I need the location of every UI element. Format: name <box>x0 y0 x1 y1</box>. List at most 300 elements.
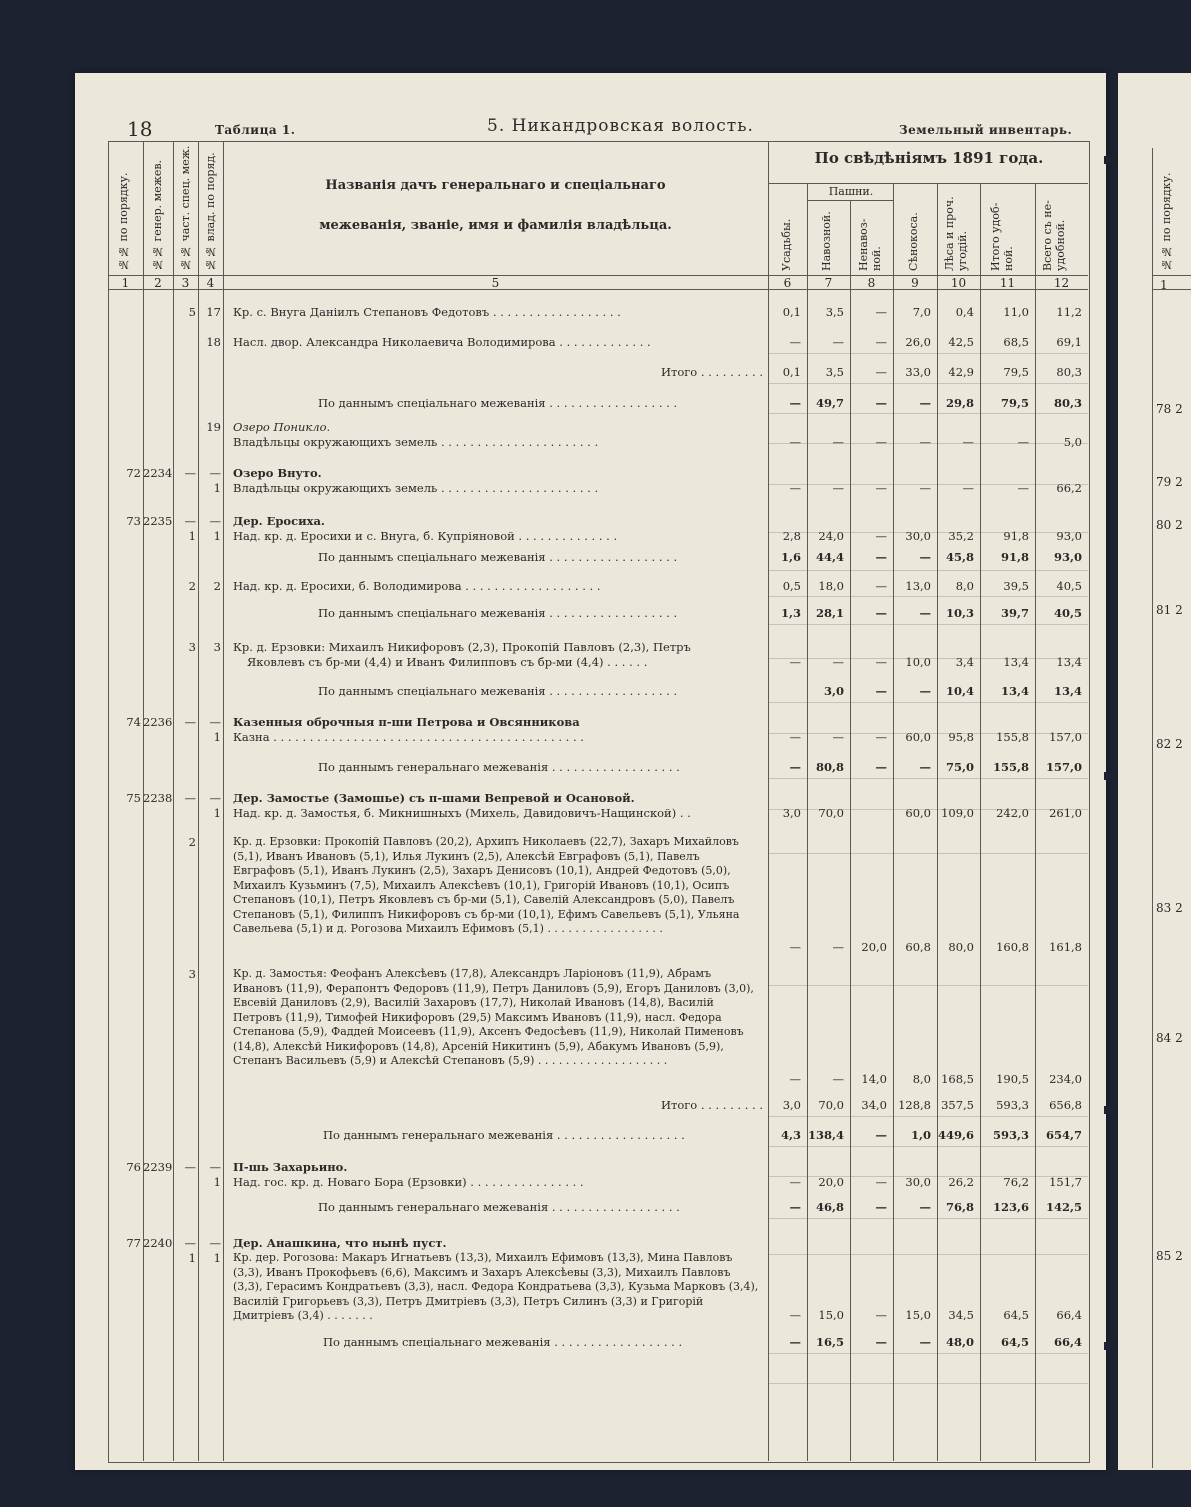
table-cell-value: — <box>875 606 887 620</box>
table-cell-value: 69,1 <box>1056 335 1082 349</box>
table-cell-value: — <box>875 335 887 349</box>
book-page <box>75 73 1106 1470</box>
column-number: 3 <box>181 276 190 290</box>
row-index: — <box>184 791 196 805</box>
table-cell-value: 3,5 <box>825 305 844 319</box>
total-label: Итого . . . . . . . . . <box>660 1098 763 1112</box>
table-cell-value: 70,0 <box>818 806 844 820</box>
table-cell-value: 91,8 <box>1000 550 1029 564</box>
table-cell-value: 13,4 <box>1000 684 1029 698</box>
row-index: 1 <box>213 1175 221 1189</box>
row-rule <box>768 570 1088 571</box>
table-cell-value: — <box>875 1308 887 1322</box>
table-cell-value: 234,0 <box>1049 1072 1082 1086</box>
row-index: 2 <box>188 579 196 593</box>
table-cell-value: — <box>875 396 887 410</box>
table-cell-value: 15,0 <box>905 1308 931 1322</box>
col-header-1: №№ по порядку. <box>117 172 130 271</box>
table-cell-value: 68,5 <box>1003 335 1029 349</box>
page-title: 5. Никандровская волость. <box>487 116 754 136</box>
table-cell-value: — <box>789 940 801 954</box>
facing-row-index: 81 2 <box>1156 603 1183 617</box>
table-cell-value: — <box>875 365 887 379</box>
entry-title: Озеро Поникло. <box>233 420 331 434</box>
table-cell-value: 66,4 <box>1056 1308 1082 1322</box>
table-cell-value: 123,6 <box>992 1200 1029 1214</box>
table-cell-value: — <box>1017 481 1029 495</box>
table-cell-value: 64,5 <box>1003 1308 1029 1322</box>
facing-page <box>1118 73 1191 1470</box>
col-header-11: Итого удоб-ной. <box>989 202 1015 271</box>
col-divider <box>850 200 851 1461</box>
table-cell-value: 64,5 <box>1000 1335 1029 1349</box>
table-cell-value: — <box>875 481 887 495</box>
table-cell-value: 128,8 <box>898 1098 931 1112</box>
col-header-6: Усадьбы. <box>780 218 793 271</box>
column-number: 2 <box>154 276 162 290</box>
table-cell-value: 95,8 <box>948 730 974 744</box>
table-cell-value: 593,3 <box>996 1098 1029 1112</box>
row-rule <box>768 596 1088 597</box>
table-cell-value: 0,5 <box>782 579 801 593</box>
table-cell-value: 76,2 <box>1003 1175 1029 1189</box>
table-cell-value: 48,0 <box>945 1335 974 1349</box>
row-rule <box>768 658 1088 659</box>
row-index: 1 <box>213 529 221 543</box>
row-rule <box>768 1218 1088 1219</box>
entry-owner: Над. кр. д. Еросихи и с. Внуга, б. Купріяновой . . . . . . . . . . . . . . <box>233 529 618 543</box>
entry-title: Кр. д. Ерзовки: Михаилъ Никифоровъ (2,3), Прокопій Павловъ (2,3), Петръ <box>233 640 691 654</box>
table-cell-value: — <box>832 730 844 744</box>
table-cell-value: — <box>789 730 801 744</box>
table-cell-value: 2,8 <box>782 529 801 543</box>
facing-col-header: №№ по порядку. <box>1160 172 1173 271</box>
table-cell-value: 26,2 <box>948 1175 974 1189</box>
table-cell-value: 10,0 <box>905 655 931 669</box>
row-index: 2 <box>188 835 196 849</box>
table-cell-value: 109,0 <box>941 806 974 820</box>
table-cell-value: — <box>875 1128 887 1142</box>
table-cell-value: 7,0 <box>912 305 931 319</box>
table-cell-value: 1,6 <box>780 550 801 564</box>
section-label: Земельный инвентарь. <box>899 123 1073 137</box>
row-rule <box>768 702 1088 703</box>
row-index: — <box>209 1160 221 1174</box>
row-rule <box>768 484 1088 485</box>
table-cell-value: 13,4 <box>1003 655 1029 669</box>
table-cell-value: 39,7 <box>1000 606 1029 620</box>
table-cell-value: — <box>875 529 887 543</box>
col-header-5-line1: Названія дачъ генеральнаго и спеціальнаго <box>325 178 666 193</box>
table-cell-value: 28,1 <box>815 606 844 620</box>
table-cell-value: 0,4 <box>955 305 974 319</box>
entry-text: По даннымъ генеральнаго межеванія . . . . . . . . . . . . . . . . . . <box>318 1200 680 1214</box>
group-header: По свѣдѣніямъ 1891 года. <box>814 149 1044 167</box>
table-cell-value: — <box>789 481 801 495</box>
table-cell-value: 40,5 <box>1053 606 1082 620</box>
entry-text: По даннымъ спеціальнаго межеванія . . . . . . . . . . . . . . . . . . <box>318 606 678 620</box>
table-cell-value: 60,0 <box>905 806 931 820</box>
table-cell-value: — <box>789 335 801 349</box>
table-cell-value: — <box>875 1175 887 1189</box>
table-cell-value: 75,0 <box>945 760 974 774</box>
table-label: Таблица 1. <box>215 123 296 137</box>
table-cell-value: — <box>875 305 887 319</box>
row-index: 3 <box>188 640 196 654</box>
table-cell-value: — <box>962 481 974 495</box>
table-cell-value: 29,8 <box>945 396 974 410</box>
table-cell-value: 10,4 <box>945 684 974 698</box>
entry-title: Дер. Замостье (Замошье) съ п-шами Вепревой и Осановой. <box>233 791 635 805</box>
table-cell-value: 13,4 <box>1056 655 1082 669</box>
table-cell-value: 80,3 <box>1056 365 1082 379</box>
table-cell-value: 593,3 <box>992 1128 1029 1142</box>
table-cell-value: 93,0 <box>1056 529 1082 543</box>
row-index: 17 <box>206 305 221 319</box>
table-cell-value: — <box>832 655 844 669</box>
table-cell-value: 11,0 <box>1003 305 1029 319</box>
row-index: — <box>184 715 196 729</box>
column-number: 10 <box>950 276 967 290</box>
header-rule <box>807 200 893 201</box>
table-cell-value: — <box>789 1072 801 1086</box>
table-cell-value: 76,8 <box>945 1200 974 1214</box>
facing-row-index: 79 2 <box>1156 475 1183 489</box>
table-cell-value: 449,6 <box>937 1128 974 1142</box>
table-cell-value: — <box>789 1200 801 1214</box>
table-cell-value: 3,5 <box>825 365 844 379</box>
row-index: 1 <box>213 481 221 495</box>
table-cell-value: 49,7 <box>815 396 844 410</box>
table-cell-value: 79,5 <box>1003 365 1029 379</box>
table-cell-value: — <box>919 606 931 620</box>
table-cell-value: 155,8 <box>992 760 1029 774</box>
entry-text: По даннымъ генеральнаго межеванія . . . . . . . . . . . . . . . . . . <box>323 1128 685 1142</box>
table-cell-value: 44,4 <box>815 550 844 564</box>
entry-text: По даннымъ спеціальнаго межеванія . . . . . . . . . . . . . . . . . . <box>318 550 678 564</box>
table-cell-value: 80,0 <box>948 940 974 954</box>
row-index: — <box>209 715 221 729</box>
table-cell-value: 161,8 <box>1049 940 1082 954</box>
row-index: 1 <box>188 1251 196 1265</box>
table-cell-value: 190,5 <box>996 1072 1029 1086</box>
table-cell-value: 79,5 <box>1000 396 1029 410</box>
table-cell-value: — <box>875 730 887 744</box>
entry-owner: Владѣльцы окружающихъ земель . . . . . . . . . . . . . . . . . . . . . . <box>233 435 599 449</box>
table-cell-value: — <box>789 396 801 410</box>
row-index: 74 <box>126 715 141 729</box>
table-cell-value: — <box>962 435 974 449</box>
row-rule <box>768 733 1088 734</box>
row-rule <box>768 1176 1088 1177</box>
row-index: 1 <box>188 529 196 543</box>
row-rule <box>768 413 1088 414</box>
col-header-4: №№ влад. по поряд. <box>204 152 217 271</box>
row-index: 2240 <box>143 1236 173 1250</box>
row-rule <box>768 1146 1088 1147</box>
row-index: 2234 <box>143 466 173 480</box>
header-rule <box>1152 275 1191 276</box>
table-cell-value: 8,0 <box>955 579 974 593</box>
entry-title: П-шь Захарьино. <box>233 1160 348 1174</box>
table-cell-value: 46,8 <box>815 1200 844 1214</box>
row-index: 72 <box>126 466 141 480</box>
table-cell-value: — <box>789 1335 801 1349</box>
row-rule <box>768 443 1088 444</box>
col-header-7: Навозной. <box>820 211 833 271</box>
entry-title: Озеро Внуто. <box>233 466 322 480</box>
row-rule <box>768 809 1088 810</box>
table-cell-value: 261,0 <box>1049 806 1082 820</box>
column-number: 11 <box>999 276 1016 290</box>
total-label: Итого . . . . . . . . . <box>660 365 763 379</box>
table-cell-value: — <box>875 1200 887 1214</box>
row-index: — <box>184 1236 196 1250</box>
table-cell-value: 18,0 <box>818 579 844 593</box>
column-number: 4 <box>206 276 215 290</box>
entry-title: Дер. Анашкина, что нынѣ пуст. <box>233 1236 447 1250</box>
col-divider <box>1152 148 1153 1468</box>
entry-text: Кр. с. Внуга Даніилъ Степановъ Федотовъ . . . . . . . . . . . . . . . . . . <box>233 305 621 319</box>
row-index: 2239 <box>143 1160 173 1174</box>
col-header-8: Ненавоз-ной. <box>857 218 883 271</box>
row-index: 3 <box>188 967 196 981</box>
table-cell-value: 70,0 <box>818 1098 844 1112</box>
table-cell-value: 242,0 <box>996 806 1029 820</box>
table-cell-value: 60,0 <box>905 730 931 744</box>
table-cell-value: — <box>789 435 801 449</box>
table-cell-value: 3,0 <box>823 684 844 698</box>
row-index: 77 <box>126 1236 141 1250</box>
table-cell-value: — <box>789 655 801 669</box>
table-cell-value: 66,4 <box>1053 1335 1082 1349</box>
table-cell-value: 3,4 <box>955 655 974 669</box>
row-index: 75 <box>126 791 141 805</box>
row-index: 2236 <box>143 715 173 729</box>
entry-text: Насл. двор. Александра Николаевича Володимирова . . . . . . . . . . . . . <box>233 335 651 349</box>
row-index: — <box>209 791 221 805</box>
entry-owner: Над. кр. д. Замостья, б. Микнишныхъ (Михель, Давидовичъ-Нащинской) . . <box>233 806 691 820</box>
table-cell-value: — <box>789 1175 801 1189</box>
table-cell-value: — <box>832 940 844 954</box>
table-cell-value: — <box>789 760 801 774</box>
col-header-10: Лѣса и проч. угодій. <box>943 196 969 271</box>
pashni-header: Пашни. <box>828 185 874 198</box>
table-cell-value: 34,0 <box>861 1098 887 1112</box>
row-index: — <box>184 466 196 480</box>
table-cell-value: — <box>919 435 931 449</box>
table-cell-value: 5,0 <box>1063 435 1082 449</box>
column-number: 9 <box>911 276 919 290</box>
row-rule <box>768 1116 1088 1117</box>
table-cell-value: 8,0 <box>912 1072 931 1086</box>
entry-title: Дер. Еросиха. <box>233 514 325 528</box>
table-cell-value: 26,0 <box>905 335 931 349</box>
table-cell-value: 157,0 <box>1045 760 1082 774</box>
table-cell-value: — <box>875 760 887 774</box>
row-index: — <box>209 1236 221 1250</box>
row-rule <box>768 1383 1088 1384</box>
facing-row-index: 84 2 <box>1156 1031 1183 1045</box>
column-number: 7 <box>824 276 833 290</box>
table-cell-value: 30,0 <box>905 1175 931 1189</box>
table-cell-value: — <box>919 684 931 698</box>
table-cell-value: 93,0 <box>1053 550 1082 564</box>
facing-row-index: 80 2 <box>1156 518 1183 532</box>
entry-owner: Казна . . . . . . . . . . . . . . . . . . . . . . . . . . . . . . . . . . . . . . . . . . . <box>233 730 584 744</box>
table-cell-value: 13,0 <box>905 579 931 593</box>
table-cell-value: — <box>875 684 887 698</box>
table-cell-value: 60,8 <box>905 940 931 954</box>
table-cell-value: 14,0 <box>861 1072 887 1086</box>
table-cell-value: 168,5 <box>941 1072 974 1086</box>
table-cell-value: — <box>832 481 844 495</box>
page-edge-mark <box>1104 1342 1116 1350</box>
entry-owner-list: Кр. д. Ерзовки: Прокопій Павловъ (20,2), Архипъ Николаевъ (22,7), Захаръ Михайловъ (5,1), Иванъ Ивановъ (5,1), Илья Лукинъ (2,5), Алексѣй Евграфовъ (5,1), Павелъ Евграфовъ (5,1), Иванъ Лукинъ (2,5), Захаръ Денисовъ (10,1), Андрей Федотовъ (5,0), Михаилъ Кузьминъ (7,5), Михаилъ Алексѣевъ (10,1), Григорій Ивановъ (10,1), Осипъ Степановъ (10,1), Петръ Яковлевъ съ бр-ми (5,1), Савелій Александровъ (5,0), Павелъ Степановъ (5,1), Филиппъ Никифоровъ съ бр-ми (10,1), Ефимъ Савельевъ (5,1), Ульяна Савельева (5,1) и д. Рогозова Михаилъ Ефимовъ (5,1) . . . . . . . . . . . . . . . . . <box>233 835 740 935</box>
table-cell-value: 15,0 <box>818 1308 844 1322</box>
row-rule <box>768 1254 1088 1255</box>
table-cell-value: 66,2 <box>1056 481 1082 495</box>
table-cell-value: 3,0 <box>782 806 801 820</box>
table-cell-value: 656,8 <box>1049 1098 1082 1112</box>
column-number: 1 <box>121 276 130 290</box>
entry-text: По даннымъ спеціальнаго межеванія . . . . . . . . . . . . . . . . . . <box>318 684 678 698</box>
row-index: 73 <box>126 514 141 528</box>
table-cell-value: 0,1 <box>782 305 801 319</box>
entry-text: По даннымъ генеральнаго межеванія . . . . . . . . . . . . . . . . . . <box>318 760 680 774</box>
table-cell-value: — <box>832 435 844 449</box>
table-cell-value: 80,8 <box>815 760 844 774</box>
table-cell-value: 142,5 <box>1045 1200 1082 1214</box>
entry-text: Над. кр. д. Еросихи, б. Володимирова . . . . . . . . . . . . . . . . . . . <box>233 579 601 593</box>
table-cell-value: — <box>919 481 931 495</box>
table-cell-value: — <box>875 579 887 593</box>
page-edge-mark <box>1104 772 1116 780</box>
row-index: 3 <box>213 640 221 654</box>
table-cell-value: 80,3 <box>1053 396 1082 410</box>
table-cell-value: 33,0 <box>905 365 931 379</box>
row-index: — <box>184 514 196 528</box>
row-index: 18 <box>206 335 221 349</box>
facing-row-index: 78 2 <box>1156 402 1183 416</box>
table-cell-value: 11,2 <box>1056 305 1082 319</box>
row-rule <box>768 778 1088 779</box>
row-index: 2238 <box>143 791 173 805</box>
table-cell-value: 155,8 <box>996 730 1029 744</box>
table-cell-value: — <box>875 435 887 449</box>
column-number: 6 <box>783 276 792 290</box>
page-number: 18 <box>127 117 153 141</box>
table-cell-value: 30,0 <box>905 529 931 543</box>
table-cell-value: 138,4 <box>807 1128 844 1142</box>
table-cell-value: — <box>919 760 931 774</box>
table-cell-value: 157,0 <box>1049 730 1082 744</box>
table-cell-value: — <box>875 655 887 669</box>
table-cell-value: 654,7 <box>1045 1128 1082 1142</box>
table-cell-value: — <box>832 1072 844 1086</box>
entry-title: Казенныя оброчныя п-ши Петрова и Овсянникова <box>233 715 580 729</box>
table-cell-value: 42,5 <box>948 335 974 349</box>
row-index: 76 <box>126 1160 141 1174</box>
table-cell-value: — <box>919 1335 931 1349</box>
row-rule <box>768 624 1088 625</box>
row-rule <box>768 383 1088 384</box>
facing-row-index: 82 2 <box>1156 737 1183 751</box>
row-rule <box>768 353 1088 354</box>
table-cell-value: 20,0 <box>861 940 887 954</box>
row-rule <box>768 532 1088 533</box>
row-rule <box>768 985 1088 986</box>
page-edge-mark <box>1104 156 1116 164</box>
table-cell-value: — <box>1017 435 1029 449</box>
header-rule <box>768 183 1088 184</box>
col-header-9: Сѣнокоса. <box>907 212 920 271</box>
col-divider <box>223 141 224 1461</box>
column-number: 5 <box>491 276 500 290</box>
table-cell-value: — <box>789 1308 801 1322</box>
col-header-3: №№ част. спец. меж. <box>179 145 192 271</box>
table-cell-value: 3,0 <box>782 1098 801 1112</box>
table-cell-value: — <box>832 335 844 349</box>
table-cell-value: 160,8 <box>996 940 1029 954</box>
entry-owner: Над. гос. кр. д. Новаго Бора (Ерзовки) . . . . . . . . . . . . . . . . <box>233 1175 584 1189</box>
header-rule <box>1152 289 1191 290</box>
facing-col-number: 1 <box>1160 278 1168 292</box>
table-cell-value: 45,8 <box>945 550 974 564</box>
col-header-5-line2: межеванія, званіе, имя и фамилія владѣльца. <box>319 218 672 233</box>
table-cell-value: 1,3 <box>780 606 801 620</box>
table-cell-value: 34,5 <box>948 1308 974 1322</box>
table-cell-value: 1,0 <box>910 1128 931 1142</box>
table-cell-value: — <box>919 1200 931 1214</box>
entry-owner-list: Кр. д. Замостья: Феофанъ Алексѣевъ (17,8), Александръ Ларіоновъ (11,9), Абрамъ Ивановъ (11,9), Ферапонтъ Федоровъ (11,9), Петръ Даниловъ (5,9), Егоръ Даниловъ (3,0), Евсевій Даниловъ (2,9), Василій Захаровъ (17,7), Николай Ивановъ (14,8), Василій Петровъ (11,9), Тимофей Никифоровъ (29,5) Максимъ Ивановъ (11,9), насл. Федора Степанова (5,9), Фаддей Моисеевъ (11,9), Аксенъ Федосѣевъ (11,9), Николай Пименовъ (14,8), Алексѣй Никифоровъ (14,8), Арсеній Никитинъ (5,9), Абакумъ Ивановъ (5,9), Степанъ Васильевъ (5,9) и Алексѣй Степановъ (5,9) . . . . . . . . . . . . . . . . . . . <box>233 967 754 1067</box>
row-index: — <box>184 1160 196 1174</box>
entry-owner: Яковлевъ съ бр-ми (4,4) и Иванъ Филипповъ съ бр-ми (4,4) . . . . . . <box>247 655 648 669</box>
row-index: 1 <box>213 1251 221 1265</box>
table-cell-value: 20,0 <box>818 1175 844 1189</box>
row-rule <box>768 853 1088 854</box>
row-index: 19 <box>206 420 221 434</box>
facing-row-index: 83 2 <box>1156 901 1183 915</box>
table-cell-value: — <box>875 550 887 564</box>
row-index: 1 <box>213 730 221 744</box>
row-index: — <box>209 514 221 528</box>
table-cell-value: — <box>919 396 931 410</box>
entry-text: По даннымъ спеціальнаго межеванія . . . . . . . . . . . . . . . . . . <box>318 396 678 410</box>
row-index: 1 <box>213 806 221 820</box>
column-number: 8 <box>867 276 876 290</box>
table-cell-value: 40,5 <box>1056 579 1082 593</box>
facing-row-index: 85 2 <box>1156 1249 1183 1263</box>
table-cell-value: 42,9 <box>948 365 974 379</box>
table-cell-value: 0,1 <box>782 365 801 379</box>
table-cell-value: 13,4 <box>1053 684 1082 698</box>
entry-text: По даннымъ спеціальнаго межеванія . . . . . . . . . . . . . . . . . . <box>323 1335 683 1349</box>
page-edge-mark <box>1104 1106 1116 1114</box>
table-cell-value: 151,7 <box>1049 1175 1082 1189</box>
row-index: 2 <box>213 579 221 593</box>
col-header-2: №№ генер. межев. <box>151 159 164 271</box>
col-header-12: Всего съ не-удобной. <box>1041 200 1067 271</box>
table-cell-value: 10,3 <box>945 606 974 620</box>
table-cell-value: — <box>875 1335 887 1349</box>
table-cell-value: 35,2 <box>948 529 974 543</box>
row-index: 5 <box>188 305 196 319</box>
entry-owner-list: Кр. дер. Рогозова: Макаръ Игнатьевъ (13,3), Михаилъ Ефимовъ (13,3), Мина Павловъ (3,3), Иванъ Прокофьевъ (6,6), Максимъ и Захаръ Алексѣевы (3,3), Михаилъ Павловъ (3,3), Герасимъ Кондратьевъ (3,3), насл. Федора Кондратьева (3,3), Кузьма Марковъ (3,4), Василій Григорьевъ (3,3), Петръ Дмитріевъ (3,3), Петръ Силинъ (3,3) и Григорій Дмитріевъ (3,4) . . . . . . . <box>233 1251 759 1322</box>
table-cell-value: 4,3 <box>780 1128 801 1142</box>
table-cell-value: 16,5 <box>815 1335 844 1349</box>
column-number: 12 <box>1053 276 1070 290</box>
